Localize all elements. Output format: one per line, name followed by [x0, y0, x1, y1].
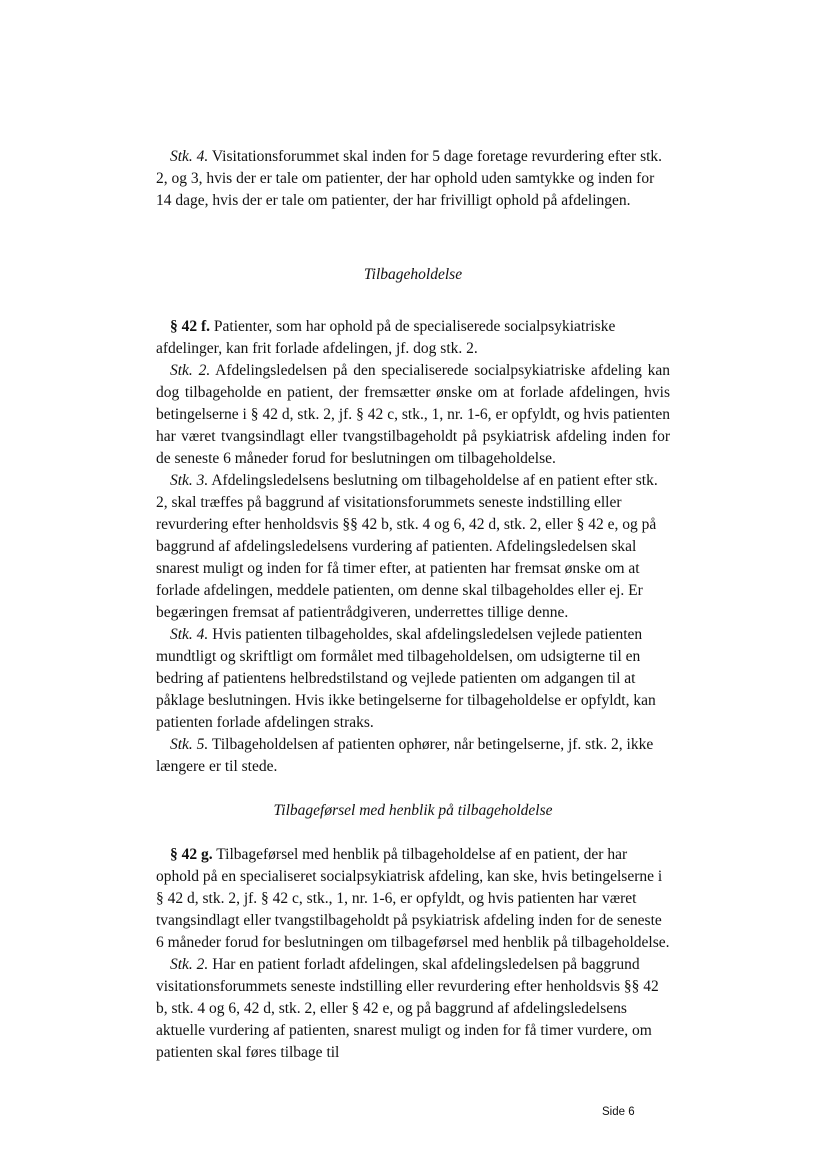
paragraph-text: Hvis patienten tilbageholdes, skal afdelingsledelsen vejlede patienten mundtligt og skriftligt om formålet med tilbageholdelsen, om udsigterne til en bedring af patientens helbredstilstand og vejlede patienten om adgangen til at påklage beslutningen. Hvis ikke betingelserne for tilbageholdelse er opfyldt, kan patienten forlade afdelingen straks.	[156, 626, 656, 731]
section-label: § 42 g.	[170, 846, 213, 863]
paragraph-42f	[156, 316, 670, 360]
paragraph-42g	[156, 844, 670, 954]
paragraph-text: Tilbageholdelsen af patienten ophører, når betingelserne, jf. stk. 2, ikke længere er til stede.	[156, 736, 654, 775]
paragraph-42g-stk-2	[156, 954, 670, 1064]
paragraph-text: Afdelingsledelsens beslutning om tilbageholdelse af en patient efter stk. 2, skal træffes på baggrund af visitationsforummets seneste indstilling eller revurdering efter henholdsvis §§ 42 b, stk. 4 og 6, 42 d, stk. 2, eller § 42 e, og på baggrund af afdelingsledelsens vurdering af patienten. Afdelingsledelsen skal snarest muligt og inden for få timer efter, at patienten har fremsat ønske om at forlade afdelingen, meddele patienten, om denne skal tilbageholdes eller ej. Er begæringen fremsat af patientrådgiveren, underrettes tillige denne.	[156, 472, 658, 621]
section-heading-tilbagefoersel: Tilbageførsel med henblik på tilbageholdelse	[273, 802, 553, 819]
section-label: § 42 f.	[170, 318, 211, 335]
paragraph-42f-stk-4	[156, 624, 670, 734]
subsection-label: Stk. 4.	[170, 148, 209, 165]
subsection-label: Stk. 4.	[170, 626, 209, 643]
section-heading-tilbageholdelse: Tilbageholdelse	[363, 266, 463, 283]
paragraph-text: Afdelingsledelsen på den specialiserede socialpsykiatriske afdeling kan dog tilbageholde en patient, der fremsætter ønske om at forlade afdelingen, hvis betingelserne i § 42 d, stk. 2, jf. § 42 c, stk., 1, nr. 1-6, er opfyldt, og hvis patienten har været tvangsindlagt eller tvangstilbageholdt på psykiatrisk afdeling inden for de seneste 6 måneder forud for beslutningen om tilbageholdelse.	[156, 362, 670, 467]
paragraph-text: Tilbageførsel med henblik på tilbageholdelse af en patient, der har ophold på en specialiseret socialpsykiatrisk afdeling, kan ske, hvis betingelserne i § 42 d, stk. 2, jf. § 42 c, stk., 1, nr. 1-6, er opfyldt, og hvis patienten har været tvangsindlagt eller tvangstilbageholdt på psykiatrisk afdeling inden for de seneste 6 måneder forud for beslutningen om tilbageførsel med henblik på tilbageholdelse.	[156, 846, 670, 951]
paragraph-42f-stk-5	[156, 734, 670, 778]
subsection-label: Stk. 2.	[170, 362, 211, 379]
paragraph-text: Har en patient forladt afdelingen, skal afdelingsledelsen på baggrund visitationsforummets seneste indstilling eller revurdering efter henholdsvis §§ 42 b, stk. 4 og 6, 42 d, stk. 2, eller § 42 e, og på baggrund af afdelingsledelsens aktuelle vurdering af patienten, snarest muligt og inden for få timer vurdere, om patienten skal føres tilbage til	[156, 956, 659, 1061]
page-number: Side 6	[602, 1106, 635, 1118]
subsection-label: Stk. 2.	[170, 956, 209, 973]
paragraph-text: Visitationsforummet skal inden for 5 dage foretage revurdering efter stk. 2, og 3, hvis der er tale om patienter, der har ophold uden samtykke og inden for 14 dage, hvis der er tale om patienter, der har frivilligt ophold på afdelingen.	[156, 148, 663, 209]
paragraph-42f-stk-2	[156, 360, 670, 470]
document-body	[156, 146, 670, 1064]
paragraph-text: Patienter, som har ophold på de specialiserede socialpsykiatriske afdelinger, kan frit forlade afdelingen, jf. dog stk. 2.	[156, 318, 616, 357]
paragraph-42f-stk-3	[156, 470, 670, 624]
subsection-label: Stk. 3.	[170, 472, 209, 489]
paragraph-stk-4-visitation	[156, 146, 670, 212]
subsection-label: Stk. 5.	[170, 736, 209, 753]
